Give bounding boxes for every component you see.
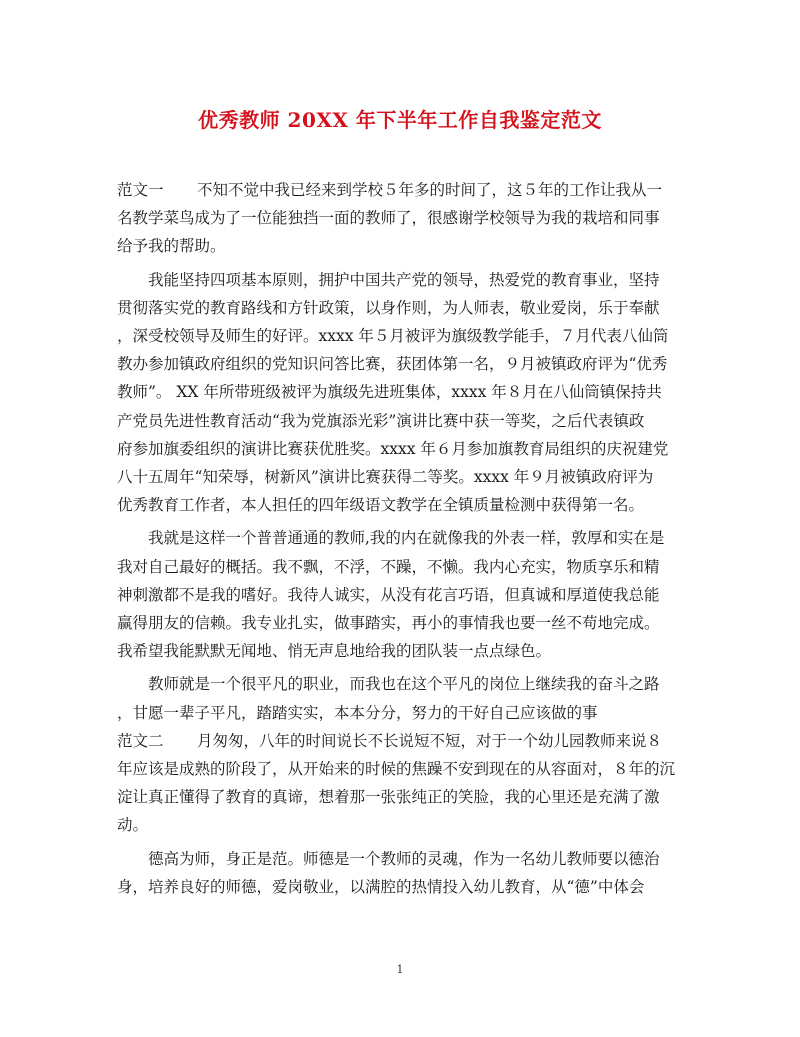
text-line: 教师”。 XX 年所带班级被评为旗级先进班集体，xxxx 年８月在八仙筒镇保持共 [117, 383, 662, 402]
text-line: 八十五周年“知荣辱，树新风”演讲比赛获得二等奖。xxxx 年９月被镇政府评为 [117, 468, 654, 487]
text-line: 贯彻落实党的教育路线和方针政策，以身作则，为人师表，敬业爱岗，乐于奉献 [117, 298, 660, 317]
section-label: 范文二 [117, 731, 164, 750]
paragraph-1 [117, 266, 685, 520]
paragraph-3 [117, 670, 685, 726]
text-line: 优秀教育工作者，本人担任的四年级语文教学在全镇质量检测中获得第一名。 [117, 496, 645, 515]
text-line: 教师就是一个很平凡的职业，而我也在这个平凡的岗位上继续我的奋斗之路 [148, 675, 660, 694]
text-line: 教办参加镇政府组织的党知识问答比赛，获团体第一名，９月被镇政府评为“优秀 [117, 355, 668, 374]
text-line: ，深受校领导及师生的好评。xxxx 年５月被评为旗级教学能手，７月代表八仙筒 [117, 327, 669, 346]
paragraph-2 [117, 524, 685, 665]
page-number: 1 [396, 963, 404, 976]
text-line: 我能坚持四项基本原则，拥护中国共产党的领导，热爱党的教育事业，坚持 [148, 270, 660, 289]
text-line: 我希望我能默默无闻地、悄无声息地给我的团队装一点点绿色。 [117, 642, 552, 661]
document-title: 优秀教师 20XX 年下半年工作自我鉴定范文 [198, 108, 602, 132]
text-line: 身，培养良好的师德，爱岗敬业，以满腔的热情投入幼儿教育，从“德”中体会 [117, 877, 645, 896]
paragraph-4 [117, 845, 685, 901]
section-label: 范文一 [117, 181, 164, 199]
text-line: 动。 [117, 816, 149, 835]
text-line-content: 不知不觉中我已经来到学校５年多的时间了，这５年的工作让我从一 [197, 181, 663, 199]
text-line: 神刺激都不是我的嗜好。我待人诚实，从没有花言巧语，但真诚和厚道使我总能 [117, 585, 660, 604]
text-line: 我就是这样一个普普通通的教师,我的内在就像我的外表一样，敦厚和实在是 [148, 529, 665, 548]
text-line: 淀让真正懂得了教育的真谛，想着那一张张纯正的笑脸，我的心里还是充满了激 [117, 788, 660, 807]
document-body [117, 176, 685, 901]
section-1 [117, 176, 685, 261]
text-line [117, 176, 685, 204]
text-line: ，甘愿一辈子平凡，踏踏实实，本本分分，努力的干好自己应该做的事 [117, 703, 598, 722]
text-line: 我对自己最好的概括。我不飘，不浮，不躁，不懒。我内心充实，物质享乐和精 [117, 557, 660, 576]
text-line: 年应该是成熟的阶段了，从开始来的时候的焦躁不安到现在的从容面对，８年的沉 [117, 760, 676, 779]
text-line: 产党员先进性教育活动“我为党旗添光彩”演讲比赛中获一等奖，之后代表镇政 [117, 411, 645, 430]
section-2 [117, 727, 685, 840]
text-line [117, 727, 685, 755]
text-line: 赢得朋友的信赖。我专业扎实，做事踏实，再小的事情我也要一丝不苟地完成。 [117, 614, 660, 633]
text-line: 给予我的帮助。 [117, 237, 226, 256]
text-line: 名教学菜鸟成为了一位能独挡一面的教师了，很感谢学校领导为我的栽培和同事 [117, 209, 660, 228]
text-line: 德高为师，身正是范。师德是一个教师的灵魂，作为一名幼儿教师要以德治 [148, 849, 660, 868]
text-line-content: 月匆匆，八年的时间说长不长说短不短，对于一个幼儿园教师来说８ [197, 731, 663, 750]
text-line: 府参加旗委组织的演讲比赛获优胜奖。xxxx 年６月参加旗教育局组织的庆祝建党 [117, 439, 669, 458]
